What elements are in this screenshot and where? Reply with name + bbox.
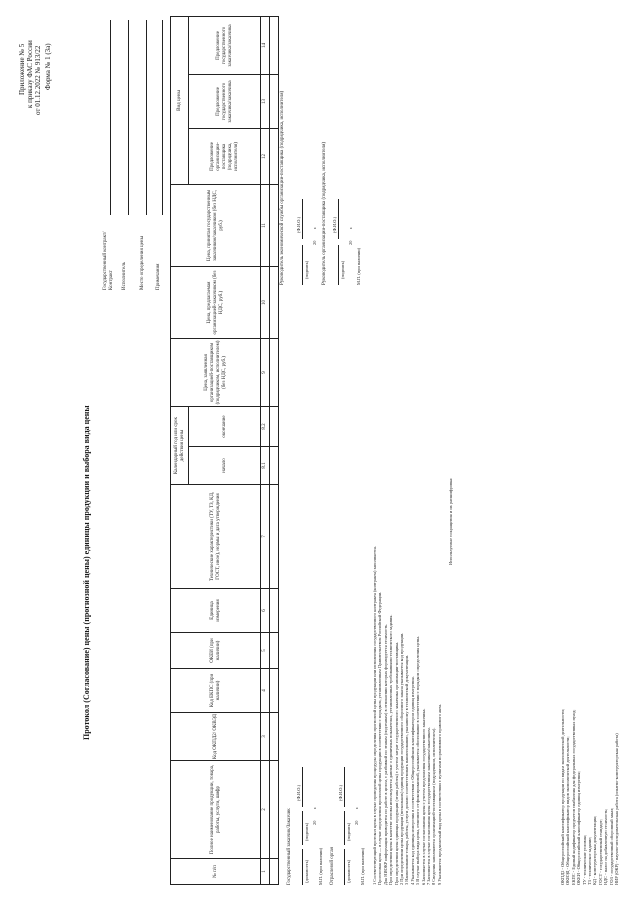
abbreviation-item: ОКПД2 - Общероссийский классификатор продукции по видам экономической деятельности; bbox=[560, 709, 565, 885]
footnote: 8 Сведения заполняются организацией-поставщиком (подрядчиком, исполнителем). bbox=[431, 727, 437, 885]
footnotes bbox=[372, 20, 454, 885]
header-period-start: начало bbox=[189, 447, 261, 485]
col-num: 7 bbox=[261, 485, 270, 589]
abbreviation-item: ТУ - технические условия; bbox=[581, 834, 587, 885]
col-num: 13 bbox=[261, 74, 270, 128]
abbreviation-item: ГОСТ - государственный стандарт; bbox=[597, 819, 603, 885]
abbreviation-item: ОКЕИ - Общероссийский классификатор единиц измерения; bbox=[576, 771, 582, 885]
col-num: 8.1 bbox=[261, 447, 270, 485]
table-cell bbox=[270, 128, 279, 184]
signature-caption: (подпись) bbox=[340, 260, 345, 279]
header-unit: Единица измерения bbox=[171, 589, 261, 633]
year-prefix: 20 bbox=[312, 240, 317, 245]
sign-place-label: Место определения цены bbox=[140, 236, 145, 290]
signature-caption: (подпись) bbox=[346, 822, 351, 841]
header-period-group: Календарный год или срок действия цены bbox=[171, 406, 189, 484]
table-cell bbox=[270, 447, 279, 485]
header-accepted-price: Цена, принятая государственным заказчиком/заказчиком (без НДС, руб.) bbox=[171, 184, 261, 266]
footnote: 5 В случае выбора вида цены, отличного от фиксированной, указывается обоснование в соответствии с порядком определения цены. bbox=[415, 635, 421, 885]
header-number: № п/п bbox=[171, 859, 261, 885]
table-cell bbox=[270, 338, 279, 406]
footnote: 3 Наименование товара, работы, услуги должно соответствовать наименованию, указанному в технической документации. bbox=[404, 654, 410, 885]
economic-service-block: Руководитель экономической службы организации-поставщика (подрядчика, исполнителя) bbox=[280, 90, 285, 285]
abbreviation-item: ГОЗ - государственный оборонный заказ; bbox=[608, 807, 614, 885]
stamp-label: М.П. (при наличии) bbox=[356, 247, 361, 285]
contractor-label: Исполнитель bbox=[122, 262, 127, 290]
header-okpd-code: Код ОКПД2/ ОКВЭД bbox=[171, 713, 261, 761]
table-cell bbox=[270, 859, 279, 885]
col-num: 10 bbox=[261, 266, 270, 338]
footnote: 9 Указывается предлагаемый вид цены в соответствии с пунктами нормативного правового акта. bbox=[436, 703, 442, 885]
header-price-type-customer: Предложение государственного заказчика/заказчика bbox=[189, 74, 261, 128]
abbreviation-item: НИР (ОКР) - научно-исследовательская работа (опытно-конструкторская работа) bbox=[614, 733, 620, 885]
col-num: 6 bbox=[261, 589, 270, 633]
table-cell bbox=[270, 184, 279, 266]
signature-line bbox=[338, 245, 339, 285]
header-okei: ОКЕИ (при наличии) bbox=[171, 633, 261, 669]
header-product-name: Полное наименование продукции, товара, работы, услуги, шифр bbox=[171, 761, 261, 859]
form-number: Форма № 1 (3а) bbox=[44, 43, 52, 90]
footnote: При определении цены единицы продукции (этапа работы) с учетом затрат государственного заказчика организации-поставщика. bbox=[393, 641, 399, 885]
year-suffix: г. bbox=[348, 226, 353, 229]
table-cell bbox=[270, 761, 279, 859]
col-num: 2 bbox=[261, 761, 270, 859]
customer-block-title: Государственный заказчик/Заказчик bbox=[287, 808, 292, 885]
signature-line bbox=[344, 811, 345, 845]
year-suffix: г. bbox=[312, 806, 317, 809]
footnote: Прогнозная цена — в случае определения прогнозной цены продукции в соответствии с порядком, установленным Правительством Российской Федерации. bbox=[377, 591, 383, 885]
table-cell bbox=[270, 633, 279, 669]
price-table bbox=[170, 16, 279, 885]
supplier-head-block: Руководитель организации-поставщика (подрядчика, исполнителя) bbox=[322, 141, 327, 285]
header-price-type-group: Вид цены bbox=[171, 16, 189, 184]
position-caption: (должность) bbox=[304, 859, 309, 883]
col-num: 14 bbox=[261, 16, 270, 74]
header-price-type-state-customer: Предложение государственного заказчика/заказчика bbox=[189, 16, 261, 74]
sign-place-field bbox=[146, 20, 147, 215]
year-suffix: г. bbox=[354, 806, 359, 809]
footnote: 6 Заполняется в случае согласования цены с учетом предложения государственного заказчика. bbox=[420, 708, 426, 885]
year-prefix: 20 bbox=[354, 820, 359, 825]
abbreviation-item: КД - конструкторская документация; bbox=[592, 815, 598, 885]
contractor-field bbox=[128, 20, 129, 215]
signature-line bbox=[302, 811, 303, 845]
abbreviation-item: ТЗ - техническое задание; bbox=[587, 836, 593, 885]
notes-field bbox=[162, 20, 163, 215]
contractor-block-title: Отраслевой орган bbox=[330, 846, 335, 885]
name-line bbox=[302, 767, 303, 807]
table-cell bbox=[270, 589, 279, 633]
header-ekps-code: Код ЕКПС (при наличии) bbox=[171, 669, 261, 713]
appendix-label: Приложение № 5 bbox=[18, 43, 26, 95]
abbreviations-list bbox=[560, 385, 619, 885]
contract-field bbox=[110, 20, 111, 215]
stamp-label: М.П. (при наличии) bbox=[360, 847, 365, 885]
signature-line bbox=[302, 245, 303, 285]
col-num: 12 bbox=[261, 128, 270, 184]
year-prefix: 20 bbox=[348, 240, 353, 245]
table-row bbox=[270, 16, 279, 884]
year-suffix: г. bbox=[312, 226, 317, 229]
footnote: 4 Указывается код единицы измерения в соответствии с Общероссийским классификатором единиц измерения. bbox=[409, 676, 415, 885]
year-prefix: 20 bbox=[312, 820, 317, 825]
table-cell bbox=[270, 713, 279, 761]
col-num: 9 bbox=[261, 338, 270, 406]
column-number-row bbox=[261, 16, 270, 884]
table-cell bbox=[270, 16, 279, 74]
col-num: 4 bbox=[261, 669, 270, 713]
name-caption: (Ф.И.О.) bbox=[332, 216, 337, 233]
header-period-end: окончание bbox=[189, 406, 261, 446]
abbreviation-item: ОКВЭД - Общероссийский классификатор видов экономической деятельности; bbox=[565, 736, 571, 885]
header-supplier-price: Цена, заявленная организацией-поставщиком (подрядчиком, исполнителем) (без НДС, руб.) bbox=[171, 338, 261, 406]
order-date: от 01.12.2022 № 913/22 bbox=[34, 45, 42, 115]
footnote: 1 Соответствующий протокол цены в случае проведения процедуры определения прогнозной цены продукции или исполнения государственного контракта (контракта) заполняется. bbox=[372, 545, 377, 885]
contract-label: Государственный контракт/Контракт bbox=[103, 231, 114, 290]
col-num: 1 bbox=[261, 859, 270, 885]
name-line bbox=[302, 199, 303, 239]
position-caption: (должность) bbox=[346, 859, 351, 883]
document-title: Протокол (Согласование) цены (прогнозной цены) единицы продукции и выбора вида цены bbox=[82, 405, 91, 740]
table-cell bbox=[270, 406, 279, 446]
position-line bbox=[302, 849, 303, 885]
stamp-label: М.П. (при наличии) bbox=[318, 847, 323, 885]
table-cell bbox=[270, 669, 279, 713]
table-cell bbox=[270, 485, 279, 589]
footnote: При определении цены в качестве основы используются данные о единичных показателях, установленных требованиями технического задания. bbox=[388, 614, 394, 885]
order-reference: к приказу ФАС России bbox=[26, 40, 34, 108]
col-num: 3 bbox=[261, 713, 270, 761]
notes-label: Примечания bbox=[156, 263, 161, 290]
name-line bbox=[344, 767, 345, 807]
signature-caption: (подпись) bbox=[304, 260, 309, 279]
name-caption: (Ф.И.О.) bbox=[296, 784, 301, 801]
header-technical-specs: Технические характеристики (ТУ, ТЗ, КД, ГОСТ, иное), нормы и дата утверждения bbox=[171, 485, 261, 589]
signature-caption: (подпись) bbox=[304, 822, 309, 841]
footnote: 2 При определении цены продукции (нескольких) единиц продукции государственного оборонного заказа указывается код продукции. bbox=[399, 632, 405, 885]
col-num: 5 bbox=[261, 633, 270, 669]
name-caption: (Ф.И.О.) bbox=[338, 784, 343, 801]
col-num: 11 bbox=[261, 184, 270, 266]
position-line bbox=[344, 849, 345, 885]
name-caption: (Ф.И.О.) bbox=[296, 216, 301, 233]
footnote: 7 Заполняется в случае согласования цены государственным заказчиком/заказчиком. bbox=[426, 727, 432, 885]
table-cell bbox=[270, 74, 279, 128]
name-line bbox=[338, 199, 339, 239]
abbreviation-item: НДС - налог на добавленную стоимость; bbox=[603, 808, 609, 885]
abbreviation-item: ЕКПС - Единый кодификатор предметов снабжения для федеральных государственных нужд; bbox=[570, 709, 576, 885]
header-price-type-supplier: Предложение организации-поставщика (подрядчика, исполнителя) bbox=[189, 128, 261, 184]
footnote: Для НИОКР информация приводится по работе в целом, с разбивкой по этапам (подэтапам) в отношении которых формируется стоимость. bbox=[382, 623, 388, 885]
col-num: 8.2 bbox=[261, 406, 270, 446]
header-customer-offer-price: Цена, предлагаемая организацией-заказчиком (без НДС, руб.) bbox=[171, 266, 261, 338]
table-cell bbox=[270, 266, 279, 338]
abbreviations-heading: Используемые сокращения и их расшифровка: bbox=[448, 477, 454, 565]
